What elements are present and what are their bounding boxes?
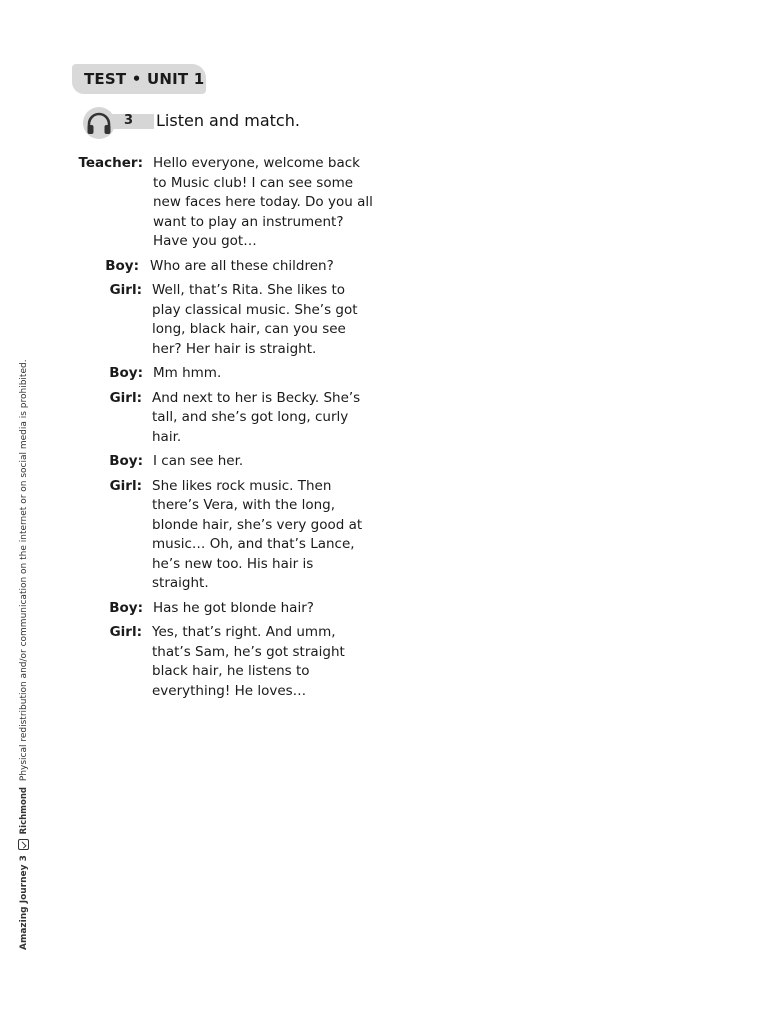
test-unit-banner	[72, 64, 206, 94]
copyright-sidebar	[18, 359, 29, 950]
dialogue-turn	[0, 389, 400, 448]
publisher-name: Richmond	[19, 786, 29, 835]
task-heading	[82, 106, 382, 138]
speaker-label: Girl:	[109, 624, 142, 640]
utterance-text: She likes rock music. Then there’s Vera, with the long, blonde hair, she’s very good at music… Oh, and that’s Lance, he’s new too. His hair is straight.	[152, 477, 363, 591]
track-number: 3	[124, 113, 134, 128]
speaker-label: Boy:	[109, 453, 143, 469]
dialogue-turn	[0, 623, 400, 701]
dialogue-turn	[0, 281, 400, 359]
dialogue-turn	[0, 257, 400, 277]
dialogue-turn	[0, 599, 400, 619]
book-title: Amazing Journey 3	[19, 855, 29, 950]
task-instruction: Listen and match.	[154, 111, 304, 130]
utterance-text: Who are all these children?	[150, 257, 334, 274]
dialogue-turn	[0, 364, 400, 384]
dialogue-turn	[0, 477, 400, 594]
publisher-logo-icon	[18, 839, 29, 850]
utterance-text: Hello everyone, welcome back to Music club! I can see some new faces here today. Do you all want to play an instrument? Have you got…	[153, 155, 373, 249]
speaker-label: Girl:	[109, 282, 142, 298]
speaker-label: Boy:	[109, 365, 143, 381]
speaker-label: Boy:	[109, 599, 143, 616]
utterance-text: Yes, that’s right. And umm, that’s Sam, he’s got straight black hair, he listens to everything! He loves…	[152, 624, 345, 699]
utterance-text: Well, that’s Rita. She likes to play classical music. She’s got long, black hair, can you see her? Her hair is straight.	[152, 282, 358, 357]
utterance-text: I can see her.	[153, 453, 244, 469]
utterance-text: And next to her is Becky. She’s tall, and she’s got long, curly hair.	[152, 389, 361, 445]
dialogue-transcript	[0, 154, 400, 706]
dialogue-turn	[0, 154, 400, 252]
speaker-label: Girl:	[109, 477, 142, 494]
utterance-text: Has he got blonde hair?	[153, 599, 314, 616]
test-unit-label: TEST • UNIT 1	[84, 70, 205, 88]
headphones-icon	[82, 106, 116, 140]
speaker-label: Teacher:	[78, 155, 143, 171]
utterance-text: Mm hmm.	[153, 365, 222, 381]
copyright-notice: Physical redistribution and/or communication on the internet or on social media is prohibited.	[19, 359, 29, 782]
dialogue-turn	[0, 452, 400, 472]
speaker-label: Girl:	[109, 389, 142, 406]
speaker-label: Boy:	[105, 257, 139, 274]
